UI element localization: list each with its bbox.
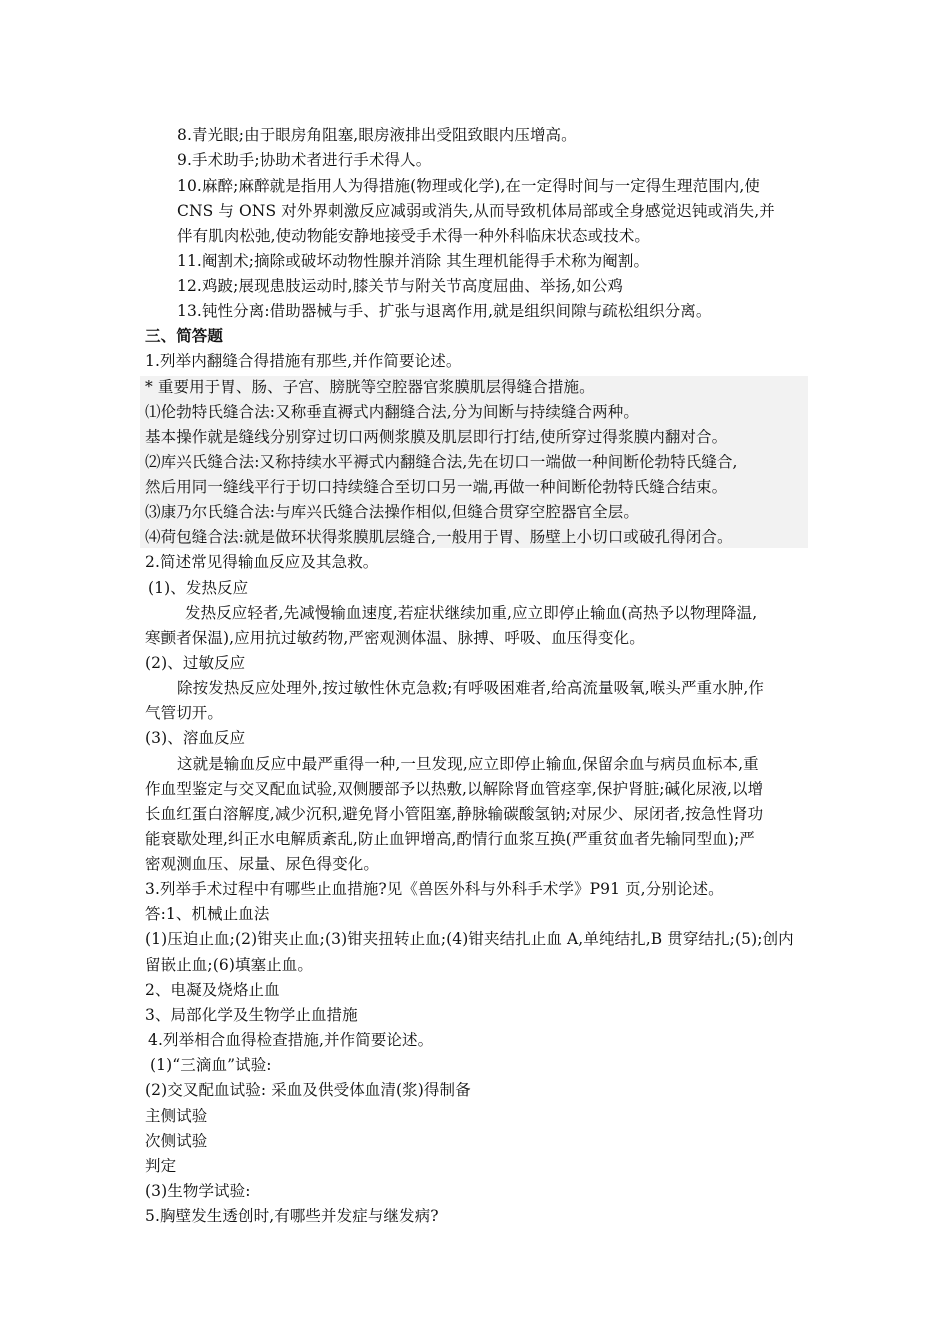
answer-2-hemolytic-line-3: 长血红蛋白溶解度,减少沉积,避免肾小管阻塞,静脉输碳酸氢钠;对尿少、尿闭者,按急性肾功 bbox=[145, 805, 764, 823]
definition-castration: 11.阉割术;摘除或破坏动物性腺并消除 其生理机能得手术称为阉割。 bbox=[177, 252, 650, 270]
answer-4-three-drop: (1)“三滴血”试验: bbox=[150, 1056, 272, 1074]
answer-2-allergic-heading: (2)、过敏反应 bbox=[145, 654, 246, 672]
answer-4-biological: (3)生物学试验: bbox=[145, 1182, 251, 1200]
answer-2-febrile-line-2: 寒颤者保温),应用抗过敏药物,严密观测体温、脉搏、呼吸、血压得变化。 bbox=[145, 629, 645, 647]
answer-2-hemolytic-line-5: 密观测血压、尿量、尿色得变化。 bbox=[145, 855, 380, 873]
definition-stringhalt: 12.鸡跛;展现患肢运动时,膝关节与附关节高度屈曲、举扬,如公鸡 bbox=[177, 277, 623, 295]
answer-1-cushing-line-2: 然后用同一缝线平行于切口持续缝合至切口另一端,再做一种间断伦勃特氏缝合结束。 bbox=[145, 478, 728, 496]
definition-anesthesia-line-2: CNS 与 ONS 对外界刺激反应减弱或消失,从而导致机体局部或全身感觉迟钝或消失,并 bbox=[177, 202, 775, 220]
question-3: 3.列举手术过程中有哪些止血措施?见《兽医外科与外科手术学》P91 页,分别论述。 bbox=[145, 880, 724, 898]
answer-4-cross-match: (2)交叉配血试验: 采血及供受体血清(浆)得制备 bbox=[145, 1081, 471, 1099]
answer-2-febrile-line-1: 发热反应轻者,先减慢输血速度,若症状继续加重,应立即停止输血(高热予以物理降温, bbox=[185, 604, 758, 622]
question-5: 5.胸壁发生透创时,有哪些并发症与继发病? bbox=[145, 1207, 439, 1225]
question-2: 2.简述常见得输血反应及其急救。 bbox=[145, 553, 379, 571]
definition-anesthesia-line-3: 伴有肌肉松弛,使动物能安静地接受手术得一种外科临床状态或技术。 bbox=[177, 227, 651, 245]
answer-3-electrocoagulation: 2、电凝及烧烙止血 bbox=[145, 981, 280, 999]
answer-1-connell: ⑶康乃尔氏缝合法:与库兴氏缝合法操作相似,但缝合贯穿空腔器官全层。 bbox=[145, 503, 639, 521]
answer-2-allergic-line-1: 除按发热反应处理外,按过敏性休克急救;有呼吸困难者,给高流量吸氧,喉头严重水肿,作 bbox=[177, 679, 765, 697]
definition-glaucoma: 8.青光眼;由于眼房角阻塞,眼房液排出受阻致眼内压增高。 bbox=[177, 126, 577, 144]
answer-2-hemolytic-line-4: 能衰歇处理,纠正水电解质紊乱,防止血钾增高,酌情行血浆互换(严重贫血者先输同型血);严 bbox=[145, 830, 755, 848]
answer-4-minor-side: 次侧试验 bbox=[145, 1132, 208, 1150]
answer-2-hemolytic-line-2: 作血型鉴定与交叉配血试验,双侧腰部予以热敷,以解除肾血管痉挛,保护肾脏;碱化尿液,以增 bbox=[145, 780, 764, 798]
answer-3-mechanical: 答:1、机械止血法 bbox=[145, 905, 270, 923]
answer-3-chemical: 3、局部化学及生物学止血措施 bbox=[145, 1006, 358, 1024]
definition-anesthesia-line-1: 10.麻醉;麻醉就是指用人为得措施(物理或化学),在一定得时间与一定得生理范围内,使 bbox=[177, 177, 761, 195]
answer-1-purse-string: ⑷荷包缝合法:就是做环状得浆膜肌层缝合,一般用于胃、肠壁上小切口或破孔得闭合。 bbox=[145, 528, 733, 546]
answer-4-judgement: 判定 bbox=[145, 1157, 177, 1175]
definition-surgical-assistant: 9.手术助手;协助术者进行手术得人。 bbox=[177, 151, 432, 169]
answer-2-allergic-line-2: 气管切开。 bbox=[145, 704, 224, 722]
answer-3-mechanical-line-2: 留嵌止血;(6)填塞止血。 bbox=[145, 956, 313, 974]
answer-1-lembert: ⑴伦勃特氏缝合法:又称垂直褥式内翻缝合法,分为间断与持续缝合两种。 bbox=[145, 403, 639, 421]
answer-1-cushing-line-1: ⑵库兴氏缝合法:又称持续水平褥式内翻缝合法,先在切口一端做一种间断伦勃特氏缝合, bbox=[145, 453, 738, 471]
section-heading: 三、简答题 bbox=[145, 326, 224, 345]
question-4: 4.列举相合血得检查措施,并作简要论述。 bbox=[148, 1031, 434, 1049]
answer-2-hemolytic-line-1: 这就是输血反应中最严重得一种,一旦发现,应立即停止输血,保留余血与病员血标本,重 bbox=[177, 755, 759, 773]
definition-blunt-dissection: 13.钝性分离:借助器械与手、扩张与退离作用,就是组织间隙与疏松组织分离。 bbox=[177, 302, 712, 320]
answer-3-mechanical-line-1: (1)压迫止血;(2)钳夹止血;(3)钳夹扭转止血;(4)钳夹结扎止血 A,单纯结扎,B 贯穿结扎;(5);创内 bbox=[145, 930, 794, 948]
answer-2-hemolytic-heading: (3)、溶血反应 bbox=[145, 729, 246, 747]
answer-1-lembert-detail: 基本操作就是缝线分别穿过切口两侧浆膜及肌层即行打结,使所穿过得浆膜内翻对合。 bbox=[145, 428, 728, 446]
answer-1-intro: * 重要用于胃、肠、子宫、膀胱等空腔器官浆膜肌层得缝合措施。 bbox=[145, 378, 595, 396]
answer-4-major-side: 主侧试验 bbox=[145, 1107, 208, 1125]
answer-2-febrile-heading: (1)、发热反应 bbox=[148, 579, 249, 597]
question-1: 1.列举内翻缝合得措施有那些,并作简要论述。 bbox=[145, 352, 462, 370]
